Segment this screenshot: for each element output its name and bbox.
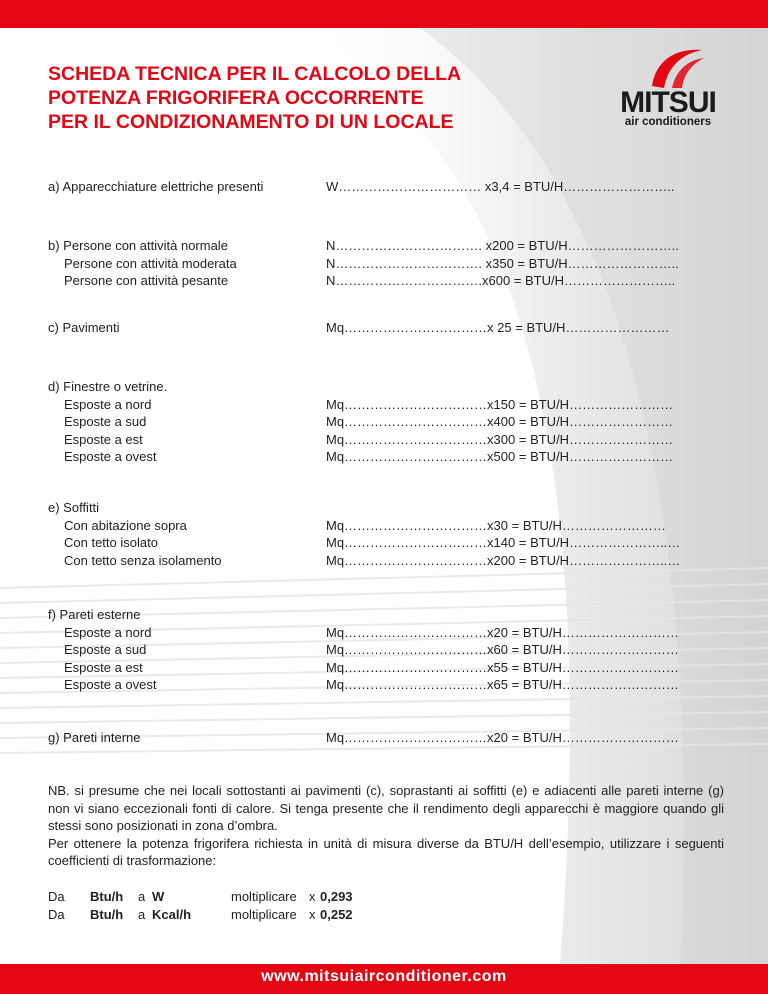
section-d-item: Esposte a est (64, 431, 143, 447)
calc-line: Mq……………………………x 25 = BTU/H…………………… (326, 320, 670, 335)
conversion-verb: moltiplicare (231, 906, 297, 922)
section-e-labels (48, 499, 222, 569)
conversion-factor-column (320, 888, 353, 923)
section-a-calc (326, 178, 675, 196)
page-title (48, 62, 548, 134)
section-g-label: g) Pareti interne (48, 730, 141, 745)
section-f-item: Esposte a ovest (64, 677, 157, 692)
section-d-label: d) Finestre o vetrine. (48, 379, 168, 394)
conversion-factor: 0,293 (320, 889, 353, 904)
section-d-calc (326, 396, 673, 466)
section-d-item: Esposte a ovest (64, 449, 157, 464)
section-f-item: Esposte a nord (64, 624, 152, 640)
conversion-verb-column (231, 888, 297, 923)
section-c-labels (48, 319, 120, 337)
calc-line: Mq……………………………x20 = BTU/H……………………… (326, 624, 679, 640)
title-line-2: POTENZA FRIGORIFERA OCCORRENTE (48, 87, 424, 109)
calc-line: W…………………………… x3,4 = BTU/H…………………….. (326, 179, 675, 194)
conversion-to: Kcal/h (152, 906, 192, 922)
title-line-1: SCHEDA TECNICA PER IL CALCOLO DELLA (48, 63, 462, 85)
section-b-label: b) Persone con attività normale (48, 238, 228, 253)
note-paragraph-2: Per ottenere la potenza frigorifera richiesta in unità di misura diverse da BTU/H dell’esempio, utilizzare i seguenti coefficienti di trasformazione: (48, 835, 724, 869)
conversion-from: Btu/h (90, 906, 124, 922)
conversion-verb: moltiplicare (231, 889, 297, 904)
calc-line: Mq……………………………x200 = BTU/H…………………..… (326, 552, 681, 568)
conversion-da-column (48, 888, 65, 923)
calc-line: Mq……………………………x65 = BTU/H……………………… (326, 677, 679, 692)
logo-tagline: air conditioners (624, 116, 712, 128)
section-b-labels (48, 237, 237, 290)
section-b-item: Persone con attività moderata (64, 255, 237, 271)
section-c-calc (326, 319, 669, 337)
section-b-item: Persone con attività pesante (64, 273, 229, 288)
conversion-factor: 0,252 (320, 906, 353, 922)
section-d-labels (48, 378, 167, 466)
logo-arc-icon (646, 46, 706, 90)
section-e-calc (326, 517, 680, 570)
section-c-label: c) Pavimenti (48, 320, 120, 335)
mitsui-logo (608, 46, 728, 130)
conversion-a: a (138, 889, 146, 904)
section-f-calc (326, 624, 679, 694)
conversion-to-column (152, 888, 191, 923)
section-b-calc (326, 237, 679, 290)
section-a-labels (48, 178, 263, 196)
conversion-da: Da (48, 906, 65, 922)
section-e-label: e) Soffitti (48, 500, 100, 515)
note-paragraph-1: NB. si presume che nei locali sottostanti ai pavimenti (c), soprastanti ai soffitti (e) e adiacenti alle pareti interne (g) non vi siano eccezionali fonti di calore. Si tenga presente che il rendimento degli apparecchi è maggiore quando gli stessi sono posizionati in zona d’ombra. (48, 783, 724, 834)
section-e-item: Con tetto isolato (64, 535, 158, 550)
footer-website-link[interactable]: www.mitsuiairconditioner.com (261, 968, 507, 985)
conversion-a-column (138, 888, 145, 923)
calc-line: N……………………………. x200 = BTU/H…………………….. (326, 238, 679, 253)
calc-line: N…………………………….x600 = BTU/H…………………….. (326, 273, 676, 288)
calc-line: Mq……………………………x500 = BTU/H…………………… (326, 449, 674, 464)
conversion-x: x (309, 906, 316, 922)
conversion-to: W (152, 889, 165, 904)
section-f-labels (48, 606, 157, 694)
calc-line: Mq……………………………x300 = BTU/H…………………… (326, 431, 674, 447)
section-e-item: Con tetto senza isolamento (64, 552, 222, 568)
conversion-x: x (309, 889, 316, 904)
conversion-da: Da (48, 889, 65, 904)
calc-line: Mq……………………………x20 = BTU/H……………………… (326, 730, 679, 745)
section-f-item: Esposte a est (64, 659, 143, 675)
calc-line: Mq……………………………x150 = BTU/H…………………… (326, 396, 674, 412)
section-a-label: a) Apparecchiature elettriche presenti (48, 179, 264, 194)
calc-line: Mq……………………………x140 = BTU/H…………………..… (326, 535, 681, 550)
section-f-label: f) Pareti esterne (48, 607, 141, 622)
section-g-labels (48, 729, 141, 747)
calc-line: Mq……………………………x30 = BTU/H…………………… (326, 517, 666, 533)
conversion-from: Btu/h (90, 889, 124, 904)
calc-line: Mq……………………………x400 = BTU/H…………………… (326, 414, 674, 429)
section-f-item: Esposte a sud (64, 642, 147, 657)
logo-wordmark: MITSUI (620, 86, 716, 119)
calc-line: N……………………………. x350 = BTU/H…………………….. (326, 255, 679, 271)
section-d-item: Esposte a sud (64, 414, 147, 429)
section-e-item: Con abitazione sopra (64, 517, 187, 533)
conversion-x-column (309, 888, 316, 923)
note-block (48, 782, 724, 870)
calc-line: Mq……………………………x60 = BTU/H……………………… (326, 642, 679, 657)
section-g-calc (326, 729, 679, 747)
top-accent-bar (0, 0, 768, 28)
conversion-a: a (138, 906, 146, 922)
title-line-3: PER IL CONDIZIONAMENTO DI UN LOCALE (48, 111, 454, 133)
calc-line: Mq……………………………x55 = BTU/H……………………… (326, 659, 679, 675)
section-d-item: Esposte a nord (64, 396, 152, 412)
conversion-from-column (90, 888, 123, 923)
